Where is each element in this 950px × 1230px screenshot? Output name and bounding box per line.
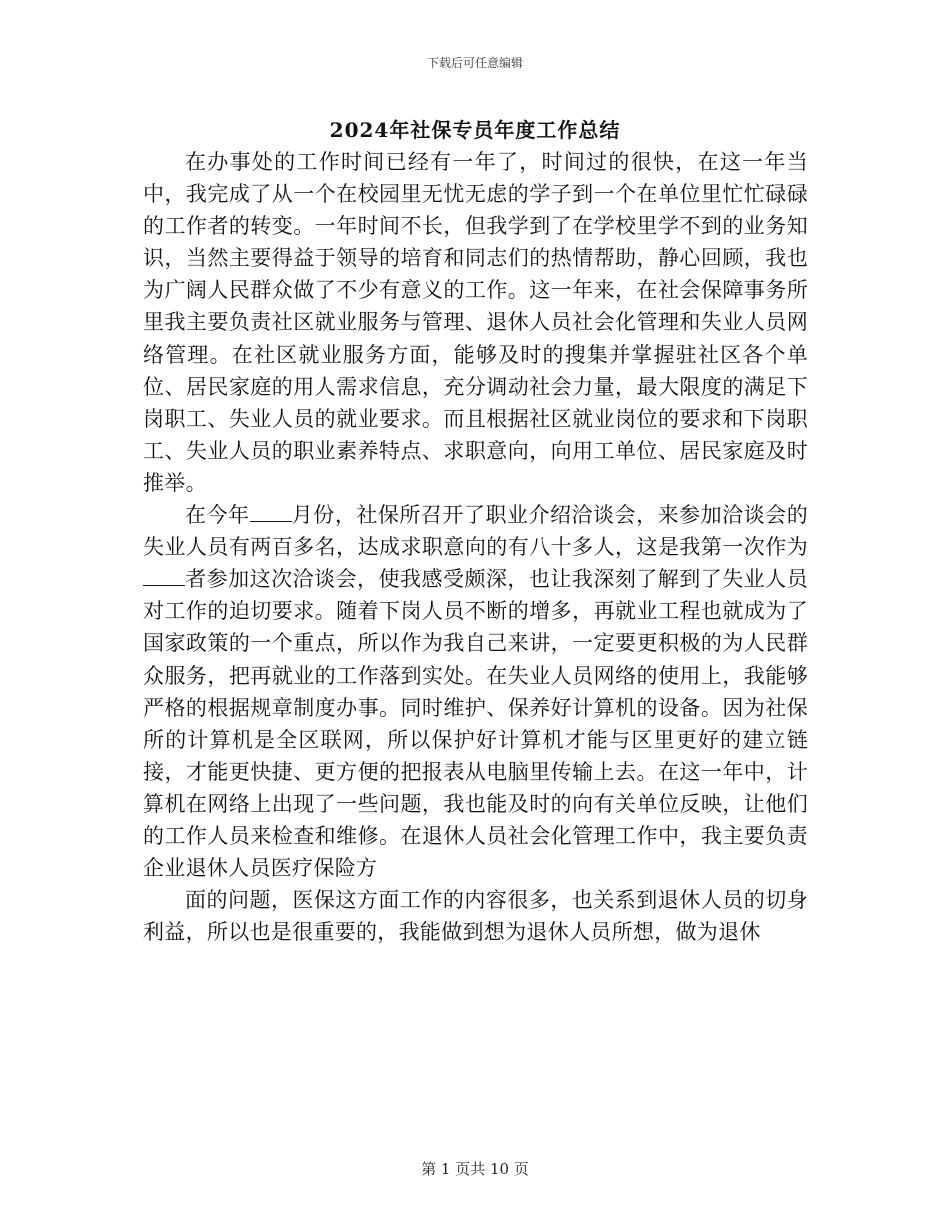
page-header-note: 下载后可任意编辑: [426, 56, 523, 70]
paragraph-3: 面的问题，医保这方面工作的内容很多，也关系到退休人员的切身利益，所以也是很重要的，我能做到想为退休人员所想，做为退休: [143, 888, 808, 945]
paragraph-1: 在办事处的工作时间已经有一年了，时间过的很快，在这一年当中，我完成了从一个在校园里无忧无虑的学子到一个在单位里忙忙碌碌的工作者的转变。一年时间不长，但我学到了在学校里学不到的业务知识，当然主要得益于领导的培育和同志们的热情帮助，静心回顾，我也为广阔人民群众做了不少有意义的工作。这一年来，在社会保障事务所里我主要负责社区就业服务与管理、退休人员社会化管理和失业人员网络管理。在社区就业服务方面，能够及时的搜集并掌握驻社区各个单位、居民家庭的用人需求信息，充分调动社会力量，最大限度的满足下岗职工、失业人员的就业要求。而且根据社区就业岗位的要求和下岗职工、失业人员的职业素养特点、求职意向，向用工单位、居民家庭及时推举。: [143, 150, 808, 495]
paragraph-2: [143, 499, 808, 884]
fill-in-blank-month: [250, 503, 292, 522]
paragraph-2-text-b: 月份，社保所召开了职业介绍洽谈会，来参加洽谈会的失业人员有两百多名，达成求职意向的有八十多人，这是我第一次作为: [143, 503, 808, 560]
paragraph-2-text-c: 者参加这次洽谈会，使我感受颇深，也让我深刻了解到了失业人员对工作的迫切要求。随着下岗人员不断的增多，再就业工程也就成为了国家政策的一个重点，所以作为我自己来讲，一定要更积极的为人民群众服务，把再就业的工作落到实处。在失业人员网络的使用上，我能够严格的根据规章制度办事。同时维护、保养好计算机的设备。因为社保所的计算机是全区联网，所以保护好计算机才能与区里更好的建立链接，才能更快捷、更方便的把报表从电脑里传输上去。在这一年中，计算机在网络上出现了一些问题，我也能及时的向有关单位反映，让他们的工作人员来检查和维修。在退休人员社会化管理工作中，我主要负责企业退休人员医疗保险方: [143, 567, 808, 881]
fill-in-blank-role: [143, 567, 185, 586]
page-number-footer: 第 1 页共 10 页: [421, 1160, 529, 1178]
document-title: 2024年社保专员年度工作总结: [329, 118, 621, 142]
document-body: [143, 146, 808, 948]
paragraph-2-text-a: 在今年: [185, 503, 250, 528]
